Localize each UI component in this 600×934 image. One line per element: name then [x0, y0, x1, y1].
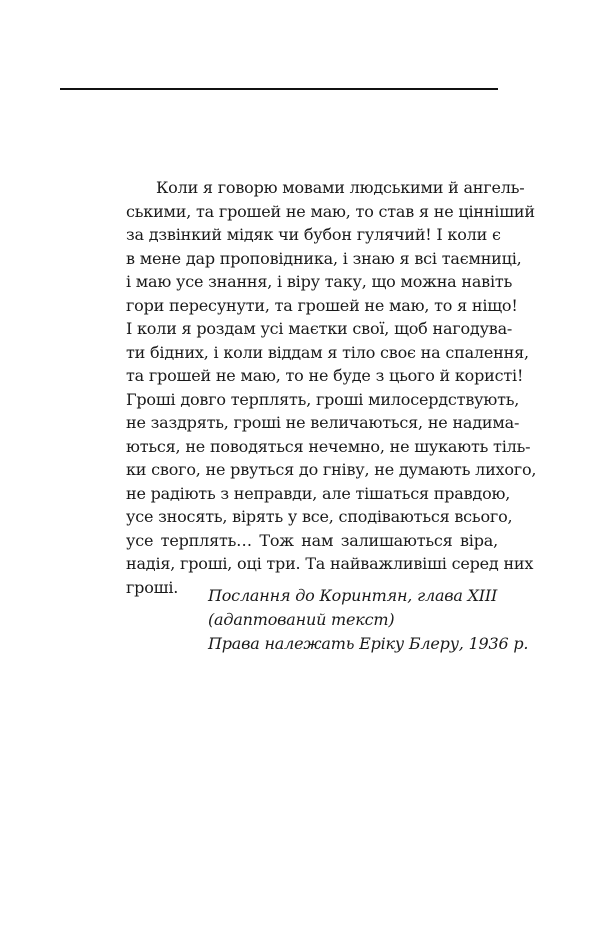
epigraph-line: не заздрять, гроші не величаються, не надима-: [126, 413, 520, 432]
epigraph-line: надія, гроші, оці три. Та найважливіші серед них: [126, 554, 534, 573]
epigraph-line: ки свого, не рвуться до гніву, не думають лихого,: [126, 460, 537, 479]
attribution-block: [208, 584, 529, 656]
epigraph-line: за дзвінкий мідяк чи бубон гулячий! І коли є: [126, 225, 501, 244]
epigraph-line: ються, не поводяться нечемно, не шукають тіль-: [126, 436, 531, 456]
epigraph-line: усе терплять… Тож нам залишаються віра,: [126, 530, 498, 550]
epigraph-paragraph: [126, 176, 537, 599]
epigraph-line: гори пересунути, та грошей не маю, то я ніщо!: [126, 295, 518, 315]
top-rule: [60, 88, 498, 90]
epigraph-line: і маю усе знання, і віру таку, що можна навіть: [126, 272, 513, 291]
epigraph-line: Коли я говорю мовами людськими й ангель-: [156, 178, 525, 197]
attribution-source: Послання до Коринтян, глава XIII: [208, 586, 498, 605]
epigraph-line: ти бідних, і коли віддам я тіло своє на спалення,: [126, 342, 529, 362]
epigraph-line: не радіють з неправди, але тішаться правдою,: [126, 483, 511, 503]
epigraph-line: в мене дар проповідника, і знаю я всі таємниці,: [126, 248, 522, 268]
epigraph-line: та грошей не маю, то не буде з цього й користі!: [126, 366, 524, 385]
attribution-rights: Права належать Еріку Блеру, 1936 р.: [208, 634, 529, 653]
epigraph-line: Гроші довго терплять, гроші милосердствують,: [126, 389, 520, 409]
attribution-note: (адаптований текст): [208, 610, 395, 629]
epigraph-line: усе зносять, вірять у все, сподіваються всього,: [126, 507, 513, 526]
epigraph-line: ськими, та грошей не маю, то став я не цінніший: [126, 201, 535, 221]
epigraph-line: гроші.: [126, 577, 179, 597]
epigraph-line: І коли я роздам усі маєтки свої, щоб нагодува-: [126, 319, 513, 338]
